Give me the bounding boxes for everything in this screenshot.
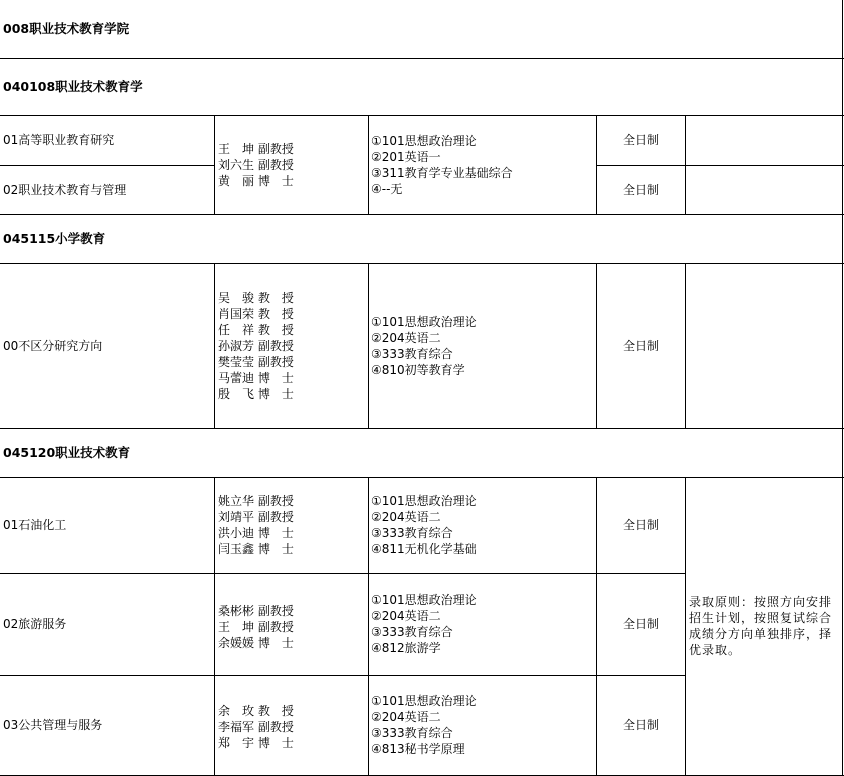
- direction-name: 02职业技术教育与管理: [3, 182, 127, 197]
- advisor: 王 坤 副教授: [218, 141, 294, 156]
- exam-subject: ④811无机化学基础: [371, 542, 477, 556]
- advisor: 任 祥 教 授: [218, 322, 294, 337]
- direction-name: 01石油化工: [3, 518, 67, 532]
- divider: [0, 214, 844, 215]
- direction-name: 02旅游服务: [3, 617, 67, 631]
- exam-subject: ①101思想政治理论: [371, 314, 477, 329]
- divider: [214, 477, 215, 776]
- exam-list: [371, 477, 595, 573]
- divider: [685, 263, 686, 428]
- exam-subject: ②204英语二: [371, 510, 441, 524]
- advisor: 黄 丽 博 士: [218, 173, 294, 188]
- section-title: 045120职业技术教育: [3, 444, 131, 460]
- advisor: 肖国荣 教 授: [218, 306, 294, 321]
- advisor: 姚立华 副教授: [218, 494, 294, 508]
- college-title: 008职业技术教育学院: [3, 21, 130, 36]
- advisor-list: [218, 263, 366, 428]
- admission-note: 录取原则：按照方向安排招生计划，按照复试综合成绩分方向单独排序，择优录取。: [689, 595, 833, 657]
- direction-name: 01高等职业教育研究: [3, 133, 115, 147]
- exam-subject: ②204英语二: [371, 330, 441, 345]
- advisor: 李福军 副教授: [218, 720, 294, 734]
- section-title: 045115小学教育: [3, 230, 106, 246]
- advisor: 殷 飞 博 士: [218, 386, 294, 401]
- study-mode: 全日制: [622, 518, 659, 532]
- advisor: 刘六生 副教授: [218, 157, 294, 172]
- divider: [214, 115, 215, 214]
- advisor: 孙淑芳 副教授: [218, 338, 294, 353]
- study-mode: 全日制: [622, 338, 659, 353]
- section-title: 040108职业技术教育学: [3, 78, 143, 94]
- advisor: 郑 宇 博 士: [218, 736, 294, 750]
- exam-subject: ③333教育综合: [371, 346, 453, 361]
- divider: [368, 115, 369, 214]
- exam-list: [371, 573, 595, 675]
- divider: [368, 263, 369, 428]
- advisor: 余媛媛 博 士: [218, 636, 294, 650]
- exam-list: [371, 263, 595, 428]
- advisor: 刘靖平 副教授: [218, 510, 294, 524]
- study-mode: 全日制: [622, 617, 659, 631]
- advisor: 王 坤 副教授: [218, 620, 294, 634]
- advisor: 桑彬彬 副教授: [218, 604, 294, 618]
- advisor-list: [218, 115, 366, 214]
- exam-subject: ③333教育综合: [371, 726, 453, 740]
- exam-subject: ②201英语一: [371, 149, 441, 164]
- exam-subject: ①101思想政治理论: [371, 133, 477, 148]
- direction-name: 03公共管理与服务: [3, 718, 103, 732]
- exam-subject: ①101思想政治理论: [371, 694, 477, 708]
- advisor-list: [218, 477, 366, 573]
- exam-subject: ④812旅游学: [371, 641, 441, 655]
- exam-list: [371, 115, 595, 214]
- exam-subject: ④813秘书学原理: [371, 742, 465, 756]
- exam-subject: ①101思想政治理论: [371, 593, 477, 607]
- advisor-list: [218, 675, 366, 775]
- advisor: 洪小迪 博 士: [218, 526, 294, 540]
- exam-subject: ③311教育学专业基础综合: [371, 165, 513, 180]
- exam-subject: ④810初等教育学: [371, 362, 465, 377]
- exam-subject: ③333教育综合: [371, 625, 453, 639]
- exam-list: [371, 675, 595, 775]
- advisor-list: [218, 573, 366, 675]
- divider: [685, 115, 686, 214]
- exam-subject: ③333教育综合: [371, 526, 453, 540]
- divider: [368, 477, 369, 776]
- exam-subject: ④--无: [371, 181, 403, 196]
- advisor: 马蕾迪 博 士: [218, 370, 294, 385]
- advisor: 余 玫 教 授: [218, 704, 294, 718]
- divider: [842, 0, 843, 776]
- advisor: 闫玉鑫 博 士: [218, 542, 294, 556]
- exam-subject: ①101思想政治理论: [371, 494, 477, 508]
- exam-subject: ②204英语二: [371, 710, 441, 724]
- advisor: 吴 骏 教 授: [218, 290, 294, 305]
- advisor: 樊莹莹 副教授: [218, 354, 294, 369]
- study-mode: 全日制: [622, 182, 659, 197]
- exam-subject: ②204英语二: [371, 609, 441, 623]
- study-mode: 全日制: [622, 133, 659, 147]
- direction-name: 00不区分研究方向: [3, 338, 103, 353]
- divider: [214, 263, 215, 428]
- study-mode: 全日制: [622, 718, 659, 732]
